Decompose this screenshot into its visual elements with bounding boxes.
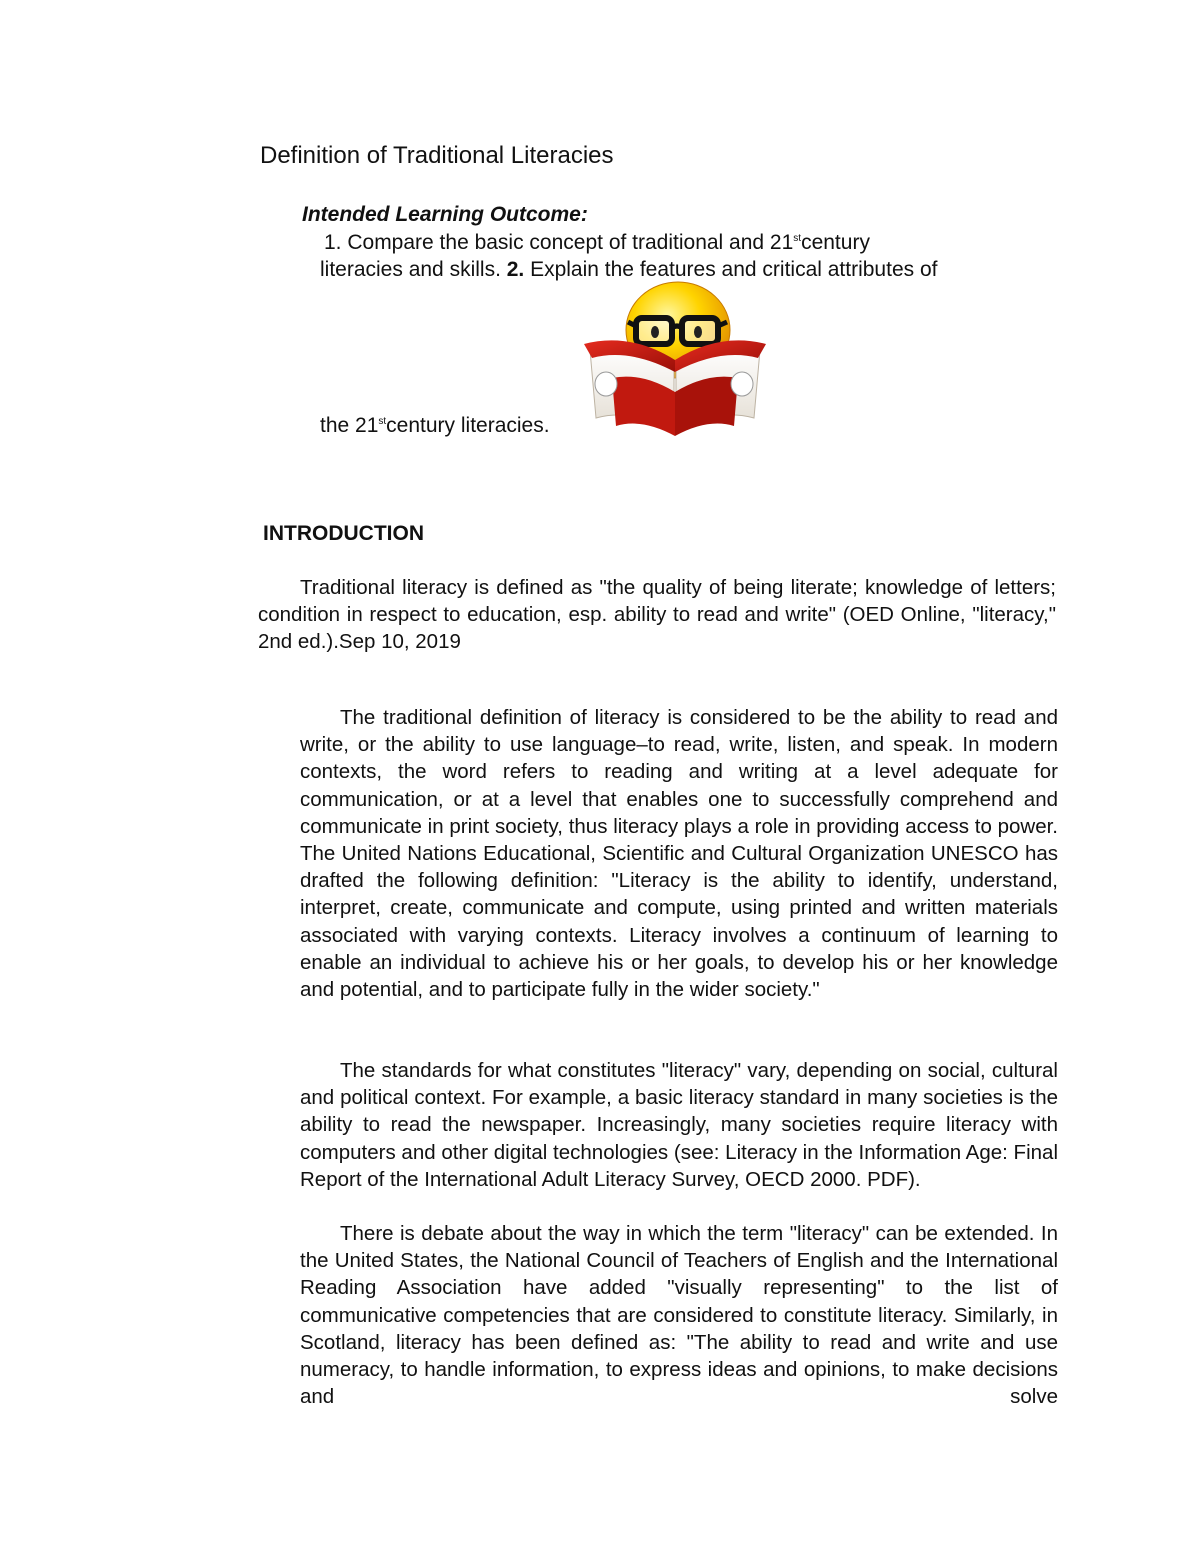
ilo-line-2-text: literacies and skills. [320, 258, 507, 281]
ilo-line-3-text: the 21 [320, 414, 379, 437]
body-paragraph-1: The traditional definition of literacy is considered to be the ability to read and write, or the ability to use language–to read, write, listen, and speak. In modern contexts, the word refers to reading and writing at a level adequate for communication, or at a level that enables one to successfully comprehend and communicate in print society, thus literacy plays a role in providing access to power. The United Nations Educational, Scientific and Cultural Organization UNESCO has drafted the following definition: "Literacy is the ability to identify, understand, interpret, create, communicate and compute, using printed and written materials associated with varying contexts. Literacy involves a continuum of learning to enable an individual to achieve his or her goals, to develop his or her knowledge and potential, and to participate fully in the wider society." [300, 706, 1058, 1002]
body-paragraph-3: There is debate about the way in which the term "literacy" can be extended. In the United States, the National Council of Teachers of English and the International Reading Association have added "visually representing" to the list of communicative competencies that are considered to constitute literacy. Similarly, in Scotland, literacy has been defined as: "The ability to read and write and use numeracy, to handle information, to express ideas and opinions, to make decisions and solve [300, 1222, 1058, 1409]
ilo-line-2-text-end: Explain the features and critical attributes of [524, 258, 938, 281]
ilo-line-1-sup: st [793, 233, 802, 244]
ilo-line-1 [324, 229, 870, 256]
ilo-line-1-text: 1. Compare the basic concept of traditional and 21 [324, 231, 794, 254]
ilo-line-3-text-end: century literacies. [386, 414, 550, 437]
ilo-line-2-number: 2. [506, 258, 525, 281]
intro-heading: INTRODUCTION [263, 522, 424, 545]
page-title: Definition of Traditional Literacies [260, 142, 614, 169]
ilo-line-3-sup: st [378, 416, 387, 427]
ilo-line-3 [320, 412, 550, 439]
reading-emoji-icon [582, 280, 768, 436]
body-paragraph-2: The standards for what constitutes "literacy" vary, depending on social, cultural and political context. For example, a basic literacy standard in many societies is the ability to read the newspaper. Increasingly, many societies require literacy with computers and other digital technologies (see: Literacy in the Information Age: Final Report of the International Adult Literacy Survey, OECD 2000. PDF). [300, 1059, 1058, 1191]
intro-paragraph: Traditional literacy is defined as "the quality of being literate; knowledge of letters; condition in respect to education, esp. ability to read and write" (OED Online, "literacy," 2nd ed.).Sep 10, 2019 [258, 576, 1056, 654]
ilo-label: Intended Learning Outcome: [302, 203, 588, 226]
ilo-line-2 [320, 256, 937, 283]
ilo-line-1-text-end: century [801, 231, 870, 254]
